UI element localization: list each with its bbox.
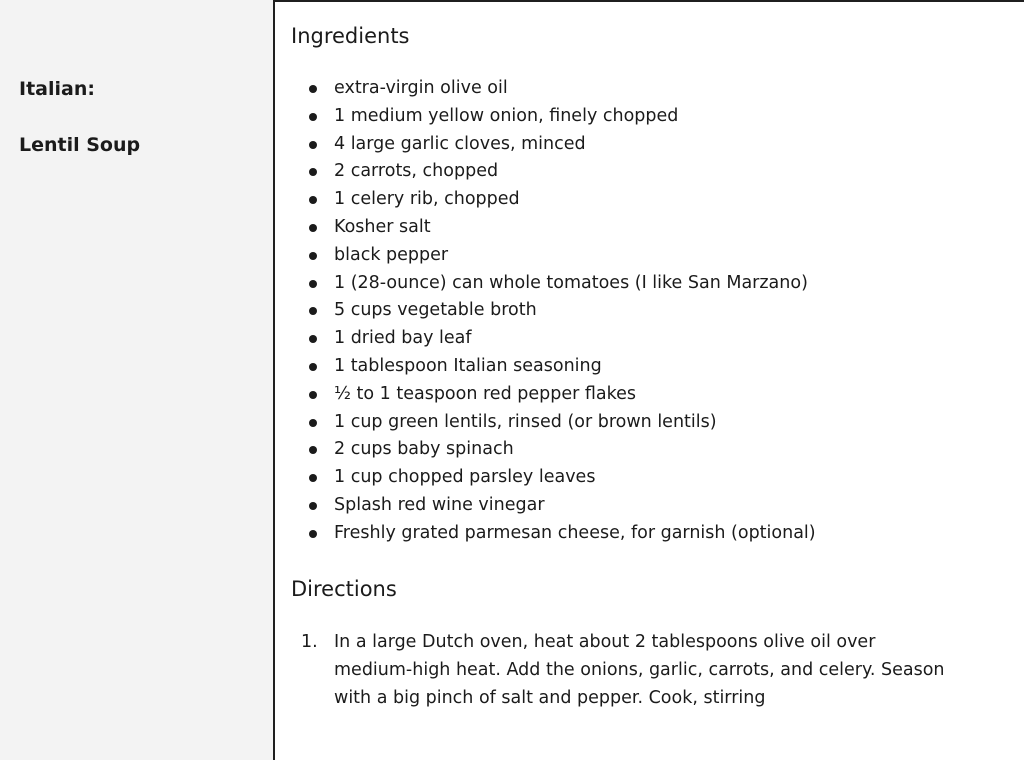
ingredient-text: 1 celery rib, chopped: [334, 189, 520, 210]
ingredient-item: [291, 436, 816, 464]
bullet-icon: [309, 419, 317, 427]
bullet-icon: [309, 252, 317, 260]
ingredient-item: [291, 353, 816, 381]
bullet-icon: [309, 446, 317, 454]
ingredient-item: [291, 242, 816, 270]
ingredient-text: black pepper: [334, 244, 449, 265]
recipe-name-column: [0, 0, 273, 760]
ingredient-text: 1 cup chopped parsley leaves: [334, 467, 596, 488]
ingredient-item: [291, 325, 816, 353]
ingredient-item: [291, 186, 816, 214]
bullet-icon: [309, 530, 317, 538]
ingredient-item: [291, 520, 816, 548]
ingredient-text: 1 tablespoon Italian seasoning: [334, 355, 602, 376]
ingredient-item: [291, 409, 816, 437]
bullet-icon: [309, 335, 317, 343]
bullet-icon: [309, 113, 317, 121]
ingredient-text: extra-virgin olive oil: [334, 78, 508, 98]
ingredient-text: 4 large garlic cloves, minced: [334, 133, 586, 154]
ingredient-text: 5 cups vegetable broth: [334, 300, 537, 321]
ingredients-list: [291, 75, 816, 548]
dish-title: Lentil Soup: [19, 134, 141, 156]
ingredient-item: [291, 464, 816, 492]
column-divider: [273, 0, 275, 760]
bullet-icon: [309, 141, 317, 149]
direction-step: [291, 628, 954, 712]
ingredient-item: [291, 214, 816, 242]
ingredient-text: Splash red wine vinegar: [334, 494, 545, 515]
bullet-icon: [309, 224, 317, 232]
ingredient-item: [291, 103, 816, 131]
bullet-icon: [309, 85, 317, 93]
step-text: In a large Dutch oven, heat about 2 tablespoons olive oil over medium-high heat. Add the onions, garlic, carrots, and celery. Season with a big pinch of salt and pepper. Cook, stirring: [334, 632, 945, 708]
ingredient-item: [291, 297, 816, 325]
ingredient-text: Freshly grated parmesan cheese, for garnish (optional): [334, 522, 816, 543]
step-number: 1.: [301, 632, 318, 652]
bullet-icon: [309, 280, 317, 288]
directions-heading: Directions: [291, 577, 397, 601]
bullet-icon: [309, 196, 317, 204]
ingredient-text: 2 carrots, chopped: [334, 161, 499, 182]
ingredient-item: [291, 381, 816, 409]
ingredient-item: [291, 131, 816, 159]
directions-list: [291, 628, 954, 712]
bullet-icon: [309, 391, 317, 399]
ingredient-item: [291, 270, 816, 298]
ingredient-text: 1 (28-ounce) can whole tomatoes (I like San Marzano): [334, 272, 808, 293]
bullet-icon: [309, 474, 317, 482]
ingredient-item: [291, 75, 816, 103]
ingredient-item: [291, 492, 816, 520]
ingredient-text: 2 cups baby spinach: [334, 439, 514, 460]
bullet-icon: [309, 363, 317, 371]
bullet-icon: [309, 307, 317, 315]
ingredients-heading: Ingredients: [291, 24, 410, 48]
cuisine-label: Italian:: [19, 78, 95, 100]
table-top-border: [275, 0, 1024, 2]
ingredient-text: 1 medium yellow onion, finely chopped: [334, 105, 679, 126]
ingredient-item: [291, 158, 816, 186]
bullet-icon: [309, 168, 317, 176]
ingredient-text: 1 dried bay leaf: [334, 328, 472, 349]
ingredient-text: 1 cup green lentils, rinsed (or brown lentils): [334, 411, 717, 432]
bullet-icon: [309, 502, 317, 510]
ingredient-text: ½ to 1 teaspoon red pepper flakes: [334, 383, 637, 404]
ingredient-text: Kosher salt: [334, 216, 431, 237]
